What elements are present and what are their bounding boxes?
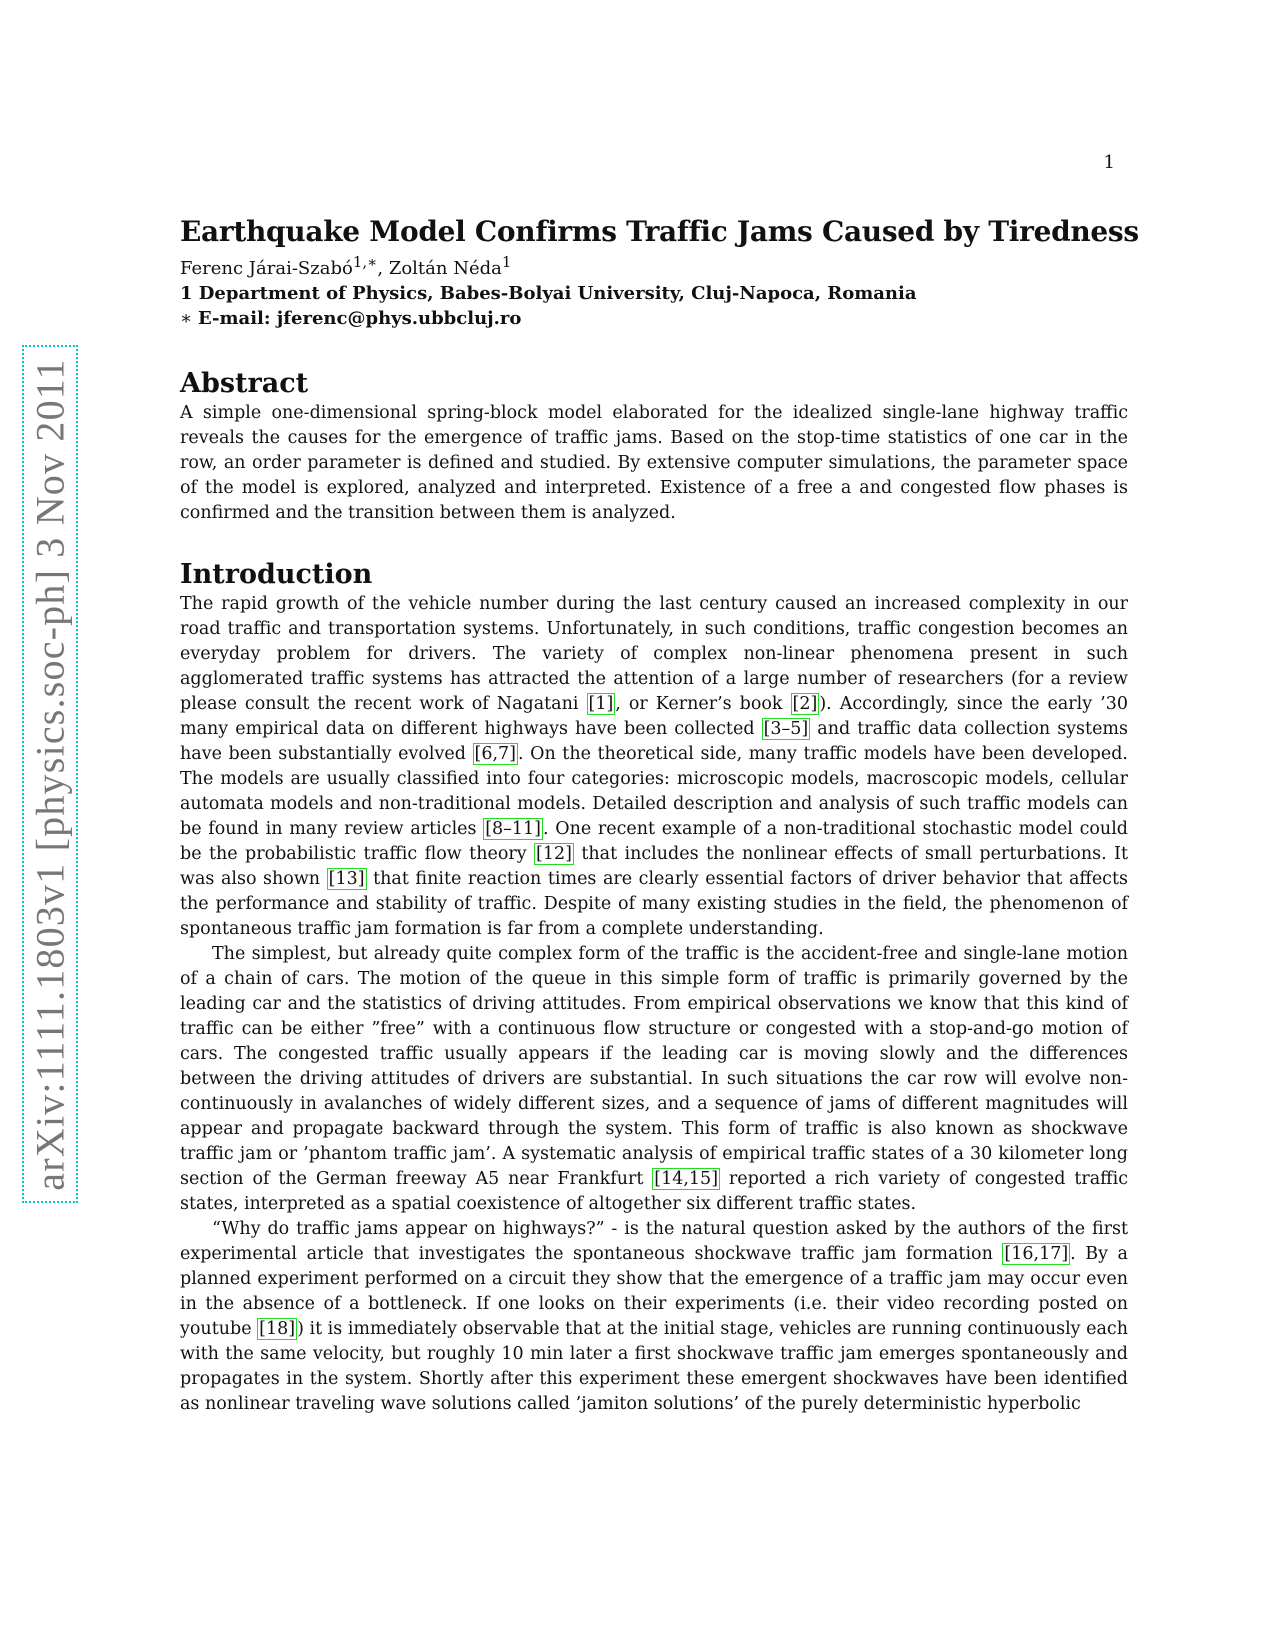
intro-p2-text: reported a rich variety of congested traffic states, interpreted as a spatial coexistence of altogether six different traffic states. <box>180 1169 1129 1214</box>
intro-p1-text: that finite reaction times are clearly essential factors of driver behavior that affects the performance and stability of traffic. Despite of many existing studies in the field, the phenomenon of spontaneous traffic jam formation is far from a complete understanding. <box>180 869 1128 939</box>
page-number: 1 <box>1103 152 1115 173</box>
citation-link[interactable]: [6,7] <box>474 744 516 764</box>
email-line <box>180 306 1128 331</box>
citation-link[interactable]: [8–11] <box>485 819 541 839</box>
intro-p1-text: The rapid growth of the vehicle number during the last century caused an increased complexity in our road traffic and transportation systems. Unfortunately, in such conditions, traffic congestion becomes an everyday problem for drivers. The variety of complex non-linear phenomena present in such agglomerated traffic systems has attracted the attention of a large number of researchers (for a review please consult the recent work of Nagatani <box>180 594 1128 714</box>
intro-p3-text: ) it is immediately observable that at the initial stage, vehicles are running continuously each with the same velocity, but roughly 10 min later a first shockwave traffic jam emerges spontaneously and propagates in the system. Shortly after this experiment these emergent shockwaves have been identified as nonlinear traveling wave solutions called ’jamiton solutions’ of the purely deterministic hyperbolic <box>180 1319 1129 1414</box>
abstract-heading: Abstract <box>180 368 309 399</box>
intro-p2-text: The simplest, but already quite complex form of the traffic is the accident-free and single-lane motion of a chain of cars. The motion of the queue in this simple form of traffic is primarily governed by the leading car and the statistics of driving attitudes. From empirical observations we know that this kind of traffic can be either ”free” with a continuous flow structure or congested with a stop-and-go motion of cars. The congested traffic usually appears if the leading car is moving slowly and the differences between the driving attitudes of drivers are substantial. In such situations the car row will evolve non-continuously in avalanches of widely different sizes, and a sequence of jams of different magnitudes will appear and propagate backward through the system. This form of traffic is also known as shockwave traffic jam or ’phantom traffic jam’. A systematic analysis of empirical traffic states of a 30 kilometer long section of the German freeway A5 near Frankfurt <box>180 944 1128 1189</box>
affiliation: 1 Department of Physics, Babes-Bolyai University, Cluj-Napoca, Romania <box>180 283 917 304</box>
first-author-affiliation-mark: 1,∗ <box>352 253 378 271</box>
intro-paragraph-3 <box>180 1217 1128 1417</box>
paper-title: Earthquake Model Confirms Traffic Jams Caused by Tiredness <box>180 215 1139 248</box>
first-author: Ferenc Járai-Szabó <box>180 258 353 279</box>
email-text: E-mail: jferenc@phys.ubbcluj.ro <box>197 308 522 329</box>
citation-link[interactable]: [1] <box>588 694 614 714</box>
intro-p1-text: that includes the nonlinear effects of small perturbations. It was also shown <box>180 844 1128 889</box>
intro-p3-text: . By a planned experiment performed on a circuit they show that the emergence of a traffic jam may occur even in the absence of a bottleneck. If one looks on their experiments (i.e. their video recording posted on youtube <box>180 1244 1128 1339</box>
arxiv-stamp[interactable] <box>22 345 78 1203</box>
intro-paragraph-2 <box>180 942 1128 1217</box>
intro-p1-text: ). Accordingly, since the early ’30 many empirical data on different highways have been collected <box>180 694 1128 739</box>
paper-content <box>180 214 1139 1417</box>
intro-p1-text: and traffic data collection systems have been substantially evolved <box>180 719 1129 764</box>
author-line <box>180 250 1128 281</box>
second-author-affiliation-mark: 1 <box>501 253 512 271</box>
citation-link[interactable]: [12] <box>536 844 572 864</box>
citation-link[interactable]: [16,17] <box>1004 1244 1069 1264</box>
intro-paragraph-1 <box>180 592 1128 942</box>
citation-link[interactable]: [14,15] <box>654 1169 719 1189</box>
intro-p1-text: . One recent example of a non-traditional stochastic model could be the probabilistic traffic flow theory <box>180 819 1128 864</box>
arxiv-stamp-text: arXiv:1111.1803v1 [physics.soc-ph] 3 Nov 2011 <box>27 357 73 1191</box>
intro-p3-text: “Why do traffic jams appear on highways?” - is the natural question asked by the authors of the first experimental article that investigates the spontaneous shockwave traffic jam formation <box>180 1219 1128 1264</box>
corresponding-star: ∗ <box>180 308 193 329</box>
citation-link[interactable]: [2] <box>792 694 818 714</box>
second-author: Zoltán Néda <box>388 258 502 279</box>
author-separator: , <box>377 258 389 279</box>
intro-p1-text: . On the theoretical side, many traffic models have been developed. The models are usually classified into four categories: microscopic models, macroscopic models, cellular automata models and non-traditional models. Detailed description and analysis of such traffic models can be found in many review articles <box>180 744 1128 839</box>
citation-link[interactable]: [13] <box>328 869 365 889</box>
citation-link[interactable]: [3–5] <box>763 719 809 739</box>
intro-p1-text: , or Kerner’s book <box>615 694 791 714</box>
citation-link[interactable]: [18] <box>259 1319 296 1339</box>
introduction-heading: Introduction <box>180 559 373 590</box>
abstract-text: A simple one-dimensional spring-block model elaborated for the idealized single-lane highway traffic reveals the causes for the emergence of traffic jams. Based on the stop-time statistics of one car in the row, an order parameter is defined and studied. By extensive computer simulations, the parameter space of the model is explored, analyzed and interpreted. Existence of a free a and congested flow phases is confirmed and the transition between them is analyzed. <box>180 403 1128 523</box>
